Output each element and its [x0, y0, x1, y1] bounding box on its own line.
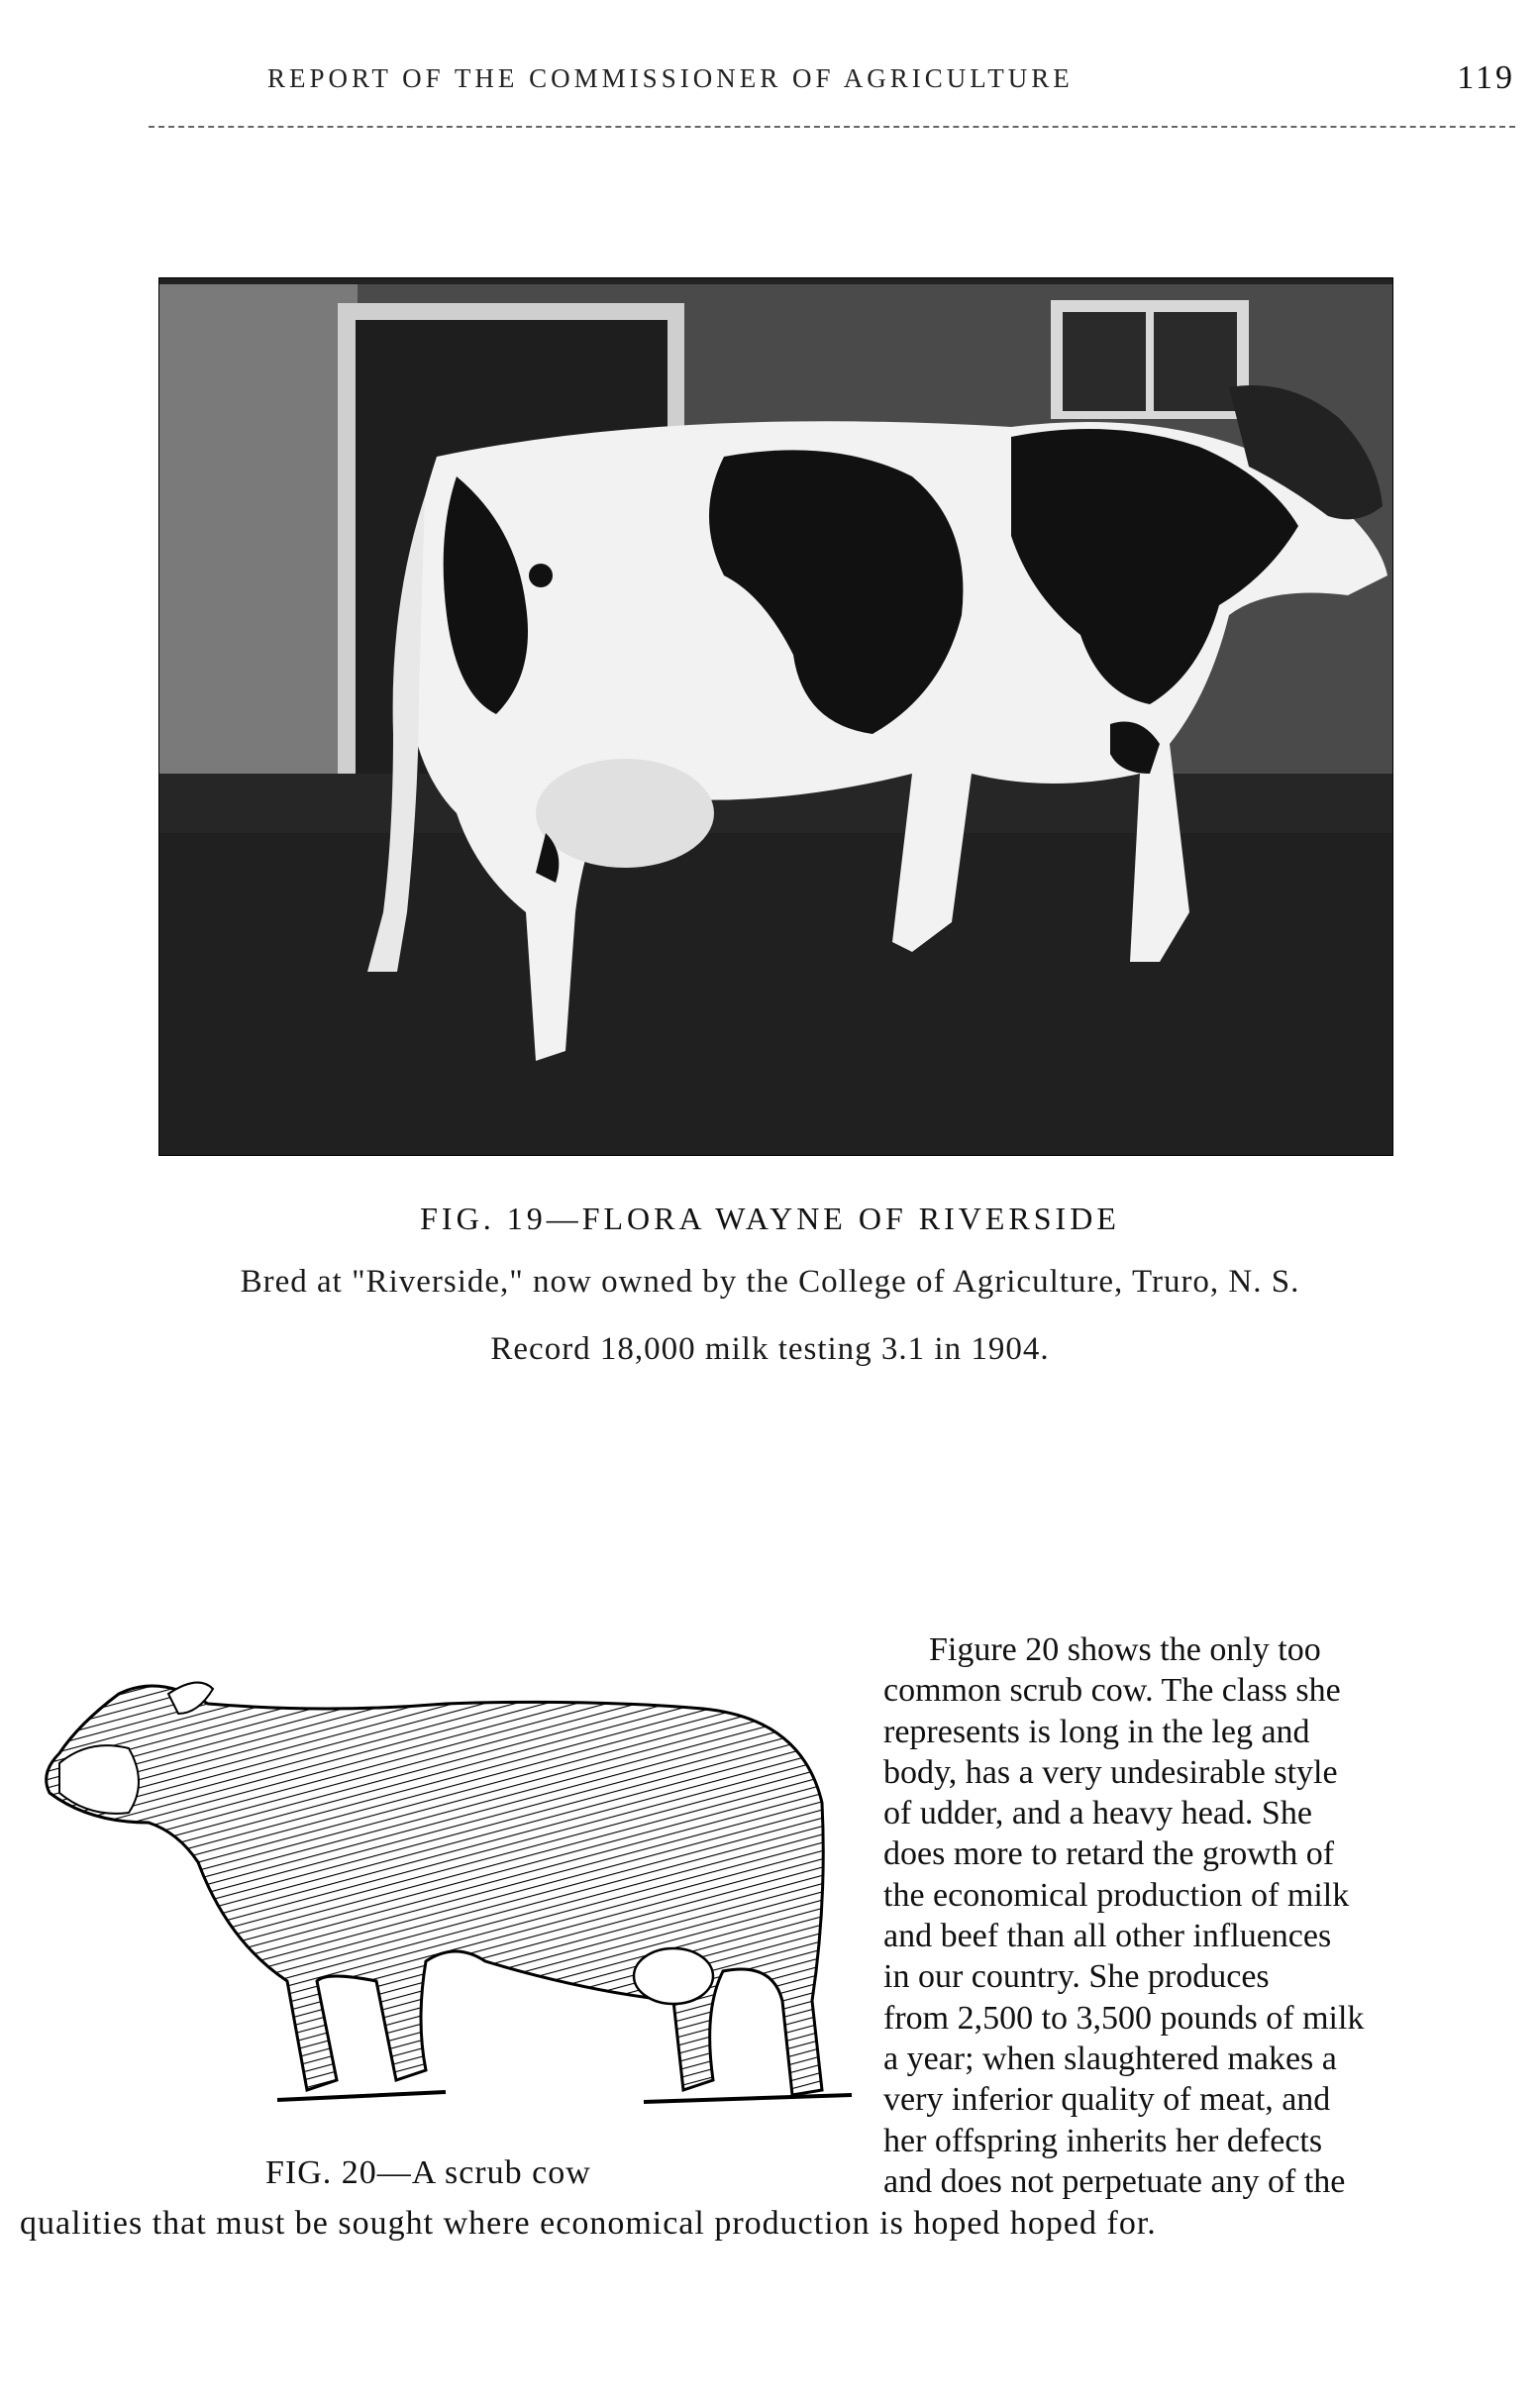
body-line: very inferior quality of meat, and [883, 2081, 1331, 2119]
body-line: Figure 20 shows the only too [929, 1631, 1321, 1668]
page-number: 119 [1457, 59, 1515, 96]
body-last-line: qualities that must be sought where economical production is hoped hoped for. [20, 2205, 1157, 2242]
figure-19-title: FIG. 19—FLORA WAYNE OF RIVERSIDE [420, 1201, 1120, 1236]
body-line: does more to retard the growth of [883, 1835, 1335, 1873]
cow-photograph [158, 277, 1393, 1156]
figure-19-caption-line-1: Bred at "Riverside," now owned by the College of Agriculture, Truro, N. S. [240, 1264, 1300, 1300]
body-line: the economical production of milk [883, 1876, 1350, 1914]
running-title: REPORT OF THE COMMISSIONER OF AGRICULTURE [267, 63, 1074, 93]
header-rule [149, 126, 1515, 128]
body-line: represents is long in the leg and [883, 1713, 1310, 1750]
figure-19-caption-line-2: Record 18,000 milk testing 3.1 in 1904. [490, 1331, 1050, 1367]
body-line: common scrub cow. The class she [883, 1672, 1341, 1710]
body-line: a year; when slaughtered makes a [883, 2040, 1337, 2077]
cow-photograph-image [159, 278, 1392, 1155]
body-line: body, has a very undesirable style [883, 1753, 1338, 1791]
scrub-cow-engraving-image [30, 1644, 862, 2140]
body-line: her offspring inherits her defects [883, 2122, 1323, 2159]
scrub-cow-engraving [30, 1644, 862, 2140]
figure-20-caption: FIG. 20—A scrub cow [265, 2154, 591, 2191]
body-paragraph [883, 1629, 1517, 2202]
page-header [149, 52, 1515, 111]
body-line: in our country. She produces [883, 1958, 1270, 1996]
body-line: of udder, and a heavy head. She [883, 1795, 1312, 1832]
body-line: and does not perpetuate any of the [883, 2162, 1346, 2200]
body-line: and beef than all other influences [883, 1918, 1332, 1955]
body-line: from 2,500 to 3,500 pounds of milk [883, 1999, 1365, 2037]
